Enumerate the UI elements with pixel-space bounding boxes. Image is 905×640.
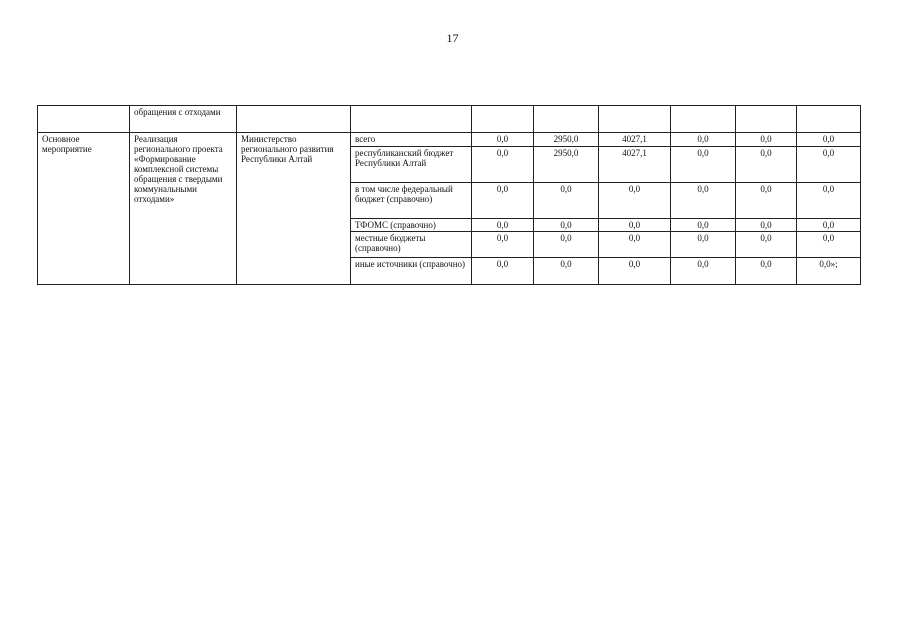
value-cell: 0,0 bbox=[736, 219, 797, 232]
value-cell: 0,0 bbox=[534, 232, 599, 258]
value-cell: 0,0 bbox=[472, 219, 534, 232]
cell-empty bbox=[534, 106, 599, 133]
value-cell: 0,0 bbox=[599, 258, 671, 285]
value-cell: 0,0 bbox=[472, 133, 534, 147]
value-cell: 0,0 bbox=[797, 232, 861, 258]
value-cell: 0,0 bbox=[472, 258, 534, 285]
value-cell: 0,0 bbox=[472, 232, 534, 258]
value-cell: 0,0 bbox=[736, 232, 797, 258]
value-cell: 0,0 bbox=[797, 133, 861, 147]
value-cell: 0,0 bbox=[599, 232, 671, 258]
value-cell: 0,0 bbox=[671, 133, 736, 147]
source-cell: республиканский бюджет Республики Алтай bbox=[351, 147, 472, 183]
event-name-cell: Реализация регионального проекта «Формирование комплексной системы обращения с твердыми коммунальными отходами» bbox=[130, 133, 237, 285]
value-cell: 0,0 bbox=[671, 219, 736, 232]
cell-empty bbox=[599, 106, 671, 133]
financing-table bbox=[37, 105, 861, 285]
source-cell: в том числе федеральный бюджет (справочно) bbox=[351, 183, 472, 219]
value-cell: 0,0 bbox=[736, 183, 797, 219]
source-cell: всего bbox=[351, 133, 472, 147]
value-cell: 0,0 bbox=[671, 147, 736, 183]
continuation-name-cell: обращения с отходами bbox=[130, 106, 237, 133]
value-cell: 2950,0 bbox=[534, 147, 599, 183]
value-cell: 0,0 bbox=[736, 147, 797, 183]
event-type-cell: Основное мероприятие bbox=[38, 133, 130, 285]
source-cell: ТФОМС (справочно) bbox=[351, 219, 472, 232]
value-cell: 4027,1 bbox=[599, 147, 671, 183]
cell-empty bbox=[237, 106, 351, 133]
value-cell: 0,0 bbox=[797, 147, 861, 183]
value-cell: 0,0 bbox=[671, 232, 736, 258]
value-cell: 0,0»; bbox=[797, 258, 861, 285]
value-cell: 2950,0 bbox=[534, 133, 599, 147]
page-number: 17 bbox=[446, 31, 459, 45]
value-cell: 0,0 bbox=[599, 183, 671, 219]
value-cell: 0,0 bbox=[472, 183, 534, 219]
cell-empty bbox=[736, 106, 797, 133]
source-cell: местные бюджеты (справочно) bbox=[351, 232, 472, 258]
value-cell: 0,0 bbox=[671, 183, 736, 219]
value-cell: 4027,1 bbox=[599, 133, 671, 147]
cell-empty bbox=[797, 106, 861, 133]
value-cell: 0,0 bbox=[797, 183, 861, 219]
cell-empty bbox=[351, 106, 472, 133]
value-cell: 0,0 bbox=[736, 133, 797, 147]
value-cell: 0,0 bbox=[671, 258, 736, 285]
table-row bbox=[38, 133, 861, 147]
value-cell: 0,0 bbox=[736, 258, 797, 285]
value-cell: 0,0 bbox=[797, 219, 861, 232]
cell-empty bbox=[671, 106, 736, 133]
cell-empty bbox=[38, 106, 130, 133]
source-cell: иные источники (справочно) bbox=[351, 258, 472, 285]
value-cell: 0,0 bbox=[472, 147, 534, 183]
cell-empty bbox=[472, 106, 534, 133]
value-cell: 0,0 bbox=[534, 258, 599, 285]
table-row bbox=[38, 106, 861, 133]
value-cell: 0,0 bbox=[534, 183, 599, 219]
event-executor-cell: Министерство регионального развития Республики Алтай bbox=[237, 133, 351, 285]
value-cell: 0,0 bbox=[534, 219, 599, 232]
value-cell: 0,0 bbox=[599, 219, 671, 232]
